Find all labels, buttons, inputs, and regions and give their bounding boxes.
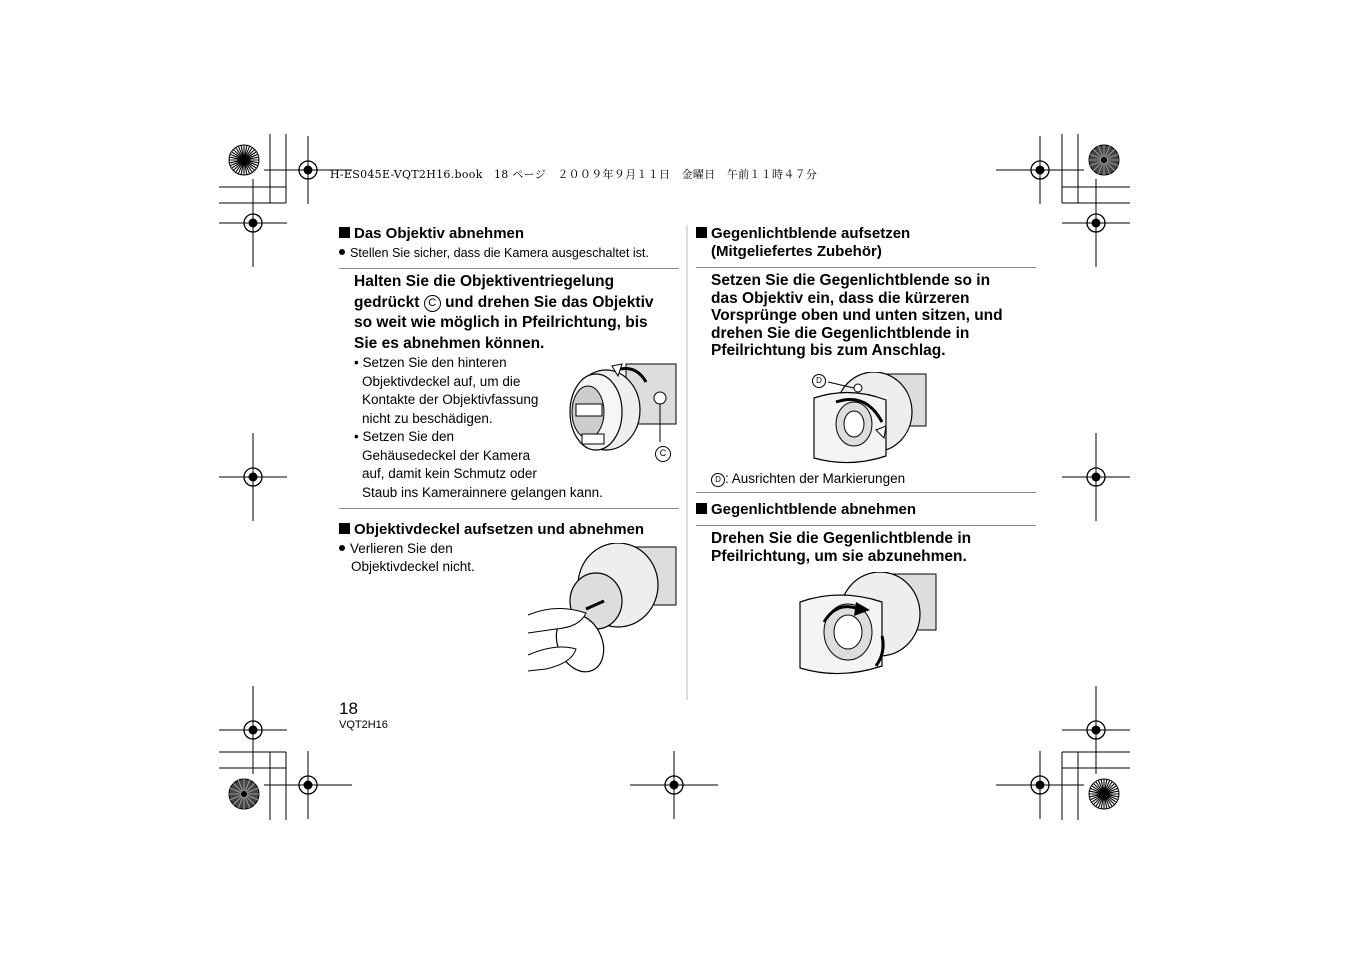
divider bbox=[696, 267, 1036, 268]
divider bbox=[696, 525, 1036, 526]
square-bullet-icon bbox=[696, 503, 707, 514]
file-header: H-ES045E-VQT2H16.book 18 ページ ２００９年９月１１日 金曜日 午前１１時４７分 bbox=[330, 168, 818, 181]
section-title-lens-cap: Objektivdeckel aufsetzen und abnehmen bbox=[339, 521, 644, 539]
section-title-remove-hood: Gegenlichtblende abnehmen bbox=[696, 501, 916, 519]
dot-bullet-icon bbox=[339, 249, 345, 255]
caption: D : Ausrichten der Markierungen bbox=[711, 470, 905, 488]
figure-label-d: D bbox=[812, 374, 826, 388]
hood-remove-illustration bbox=[796, 572, 938, 680]
step-instruction: Drehen Sie die Gegenlichtblende in Pfeilrichtung, um sie abzunehmen. bbox=[711, 530, 972, 565]
step-instruction: Halten Sie die Objektiventriegelung gedrückt C und drehen Sie das Objektiv so weit wie möglich in Pfeilrichtung, bis Sie es abnehmen können. bbox=[354, 273, 654, 352]
marker-d-icon: D bbox=[711, 473, 725, 487]
square-bullet-icon bbox=[339, 523, 350, 534]
square-bullet-icon bbox=[696, 227, 707, 238]
bullet-note: Verlieren Sie den Objektivdeckel nicht. bbox=[339, 540, 475, 576]
dot-bullet-icon bbox=[339, 545, 345, 551]
divider bbox=[696, 492, 1036, 493]
bullet-note: Stellen Sie sicher, dass die Kamera ausgeschaltet ist. bbox=[339, 244, 649, 262]
divider bbox=[339, 508, 679, 509]
subnote-rear-cap: • Setzen Sie den hinteren Objektivdeckel auf, um die Kontakte der Objektivfassung nicht zu beschädigen. • Setzen Sie den Gehäusedeckel der Kamera auf, damit kein Schmutz oder Staub ins Kamerainnere gelangen kann. bbox=[354, 355, 603, 500]
section-title-remove-lens: Das Objektiv abnehmen bbox=[339, 225, 524, 243]
lens-cap-illustration bbox=[526, 543, 678, 673]
doc-code: VQT2H16 bbox=[339, 719, 388, 731]
step-instruction: Setzen Sie die Gegenlichtblende so in das Objektiv ein, dass die kürzeren Vorsprünge oben und unten sitzen, und drehen Sie die Gegenlichtblende in Pfeilrichtung bis zum Anschlag. bbox=[711, 272, 1003, 359]
figure-label-c: C bbox=[655, 446, 671, 462]
section-title-attach-hood: Gegenlichtblende aufsetzen (Mitgeliefertes Zubehör) bbox=[696, 225, 910, 261]
hood-attach-illustration bbox=[806, 372, 928, 468]
marker-c-icon: C bbox=[424, 295, 441, 312]
divider bbox=[339, 268, 679, 269]
square-bullet-icon bbox=[339, 227, 350, 238]
page-number: 18 bbox=[339, 699, 358, 718]
